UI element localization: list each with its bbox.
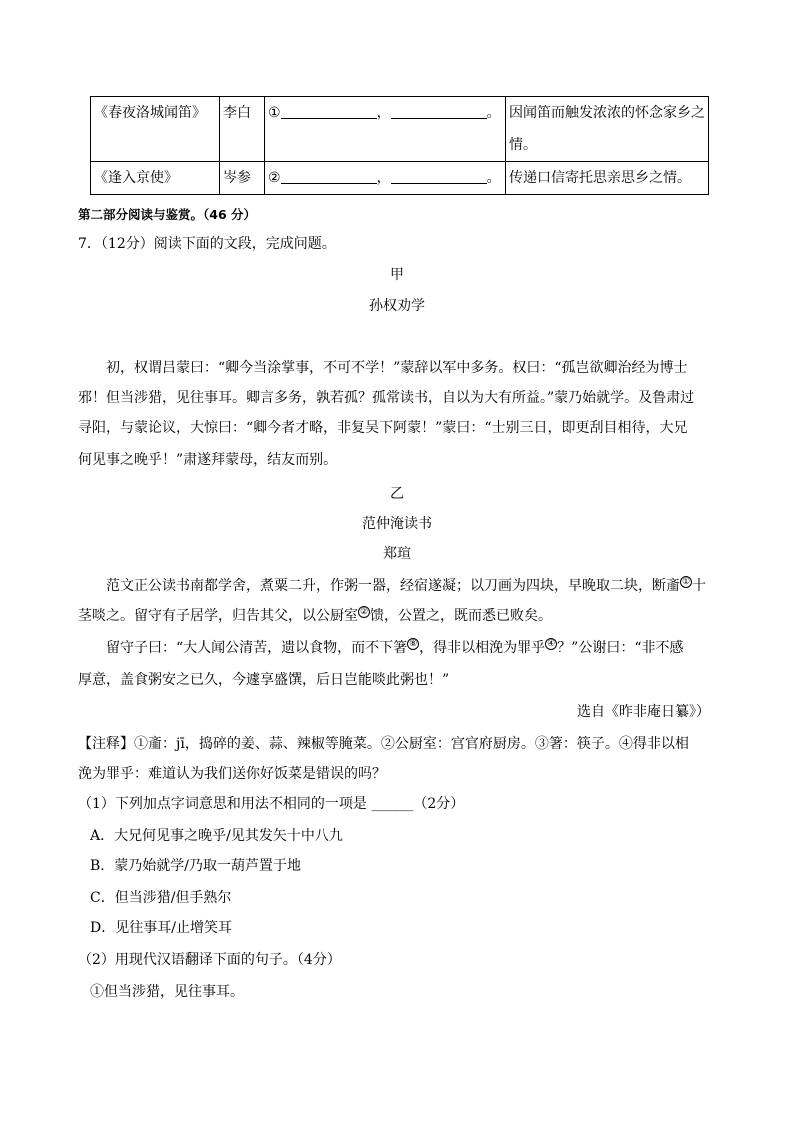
passage-text: 十 (692, 578, 706, 594)
passage-title-yi: 范仲淹读书 (362, 516, 432, 532)
passage-text: 茎啖之。留守有子居学，归告其父，以公厨室 (78, 608, 358, 624)
passage-line (106, 638, 683, 658)
section-heading: 第二部分阅读与鉴赏。（46 分） (78, 207, 256, 222)
passage-text: ？”公谢曰：“非不感 (557, 640, 684, 656)
footnote-mark: ⑧ (409, 639, 418, 649)
poem-author: 岑参 (220, 162, 265, 195)
table-row (91, 162, 709, 195)
option-b[interactable]: B．蒙乃始就学/乃取一葫芦置于地 (90, 858, 302, 874)
translate-item-1: ①但当涉猎，见往事耳。 (90, 984, 244, 1000)
passage-line: 寻阳，与蒙论议，大惊曰：“卿今者才略，非复吴下阿蒙！”蒙曰：“士别三日，即更刮目相待，大兄 (78, 420, 688, 436)
answer-blank[interactable] (281, 102, 377, 119)
passage-label-yi: 乙 (390, 486, 404, 502)
passage-line (78, 606, 552, 626)
poem-table (90, 96, 709, 195)
meaning-line: 因闻笛而触发浓浓的怀念家乡之 (509, 105, 705, 121)
option-a[interactable]: A．大兄何见事之晚乎/见其发矢十中八九 (90, 828, 343, 844)
blank-number: ② (268, 170, 281, 186)
meaning-line: 情。 (509, 137, 537, 153)
table-row (91, 97, 709, 162)
period: 。 (486, 170, 501, 186)
answer-blank[interactable] (281, 167, 377, 184)
fill-blank-cell[interactable] (265, 97, 506, 162)
passage-line: 厚意，盖食粥安之已久，今遽享盛馔，后日岂能啖此粥也！” (78, 672, 450, 688)
source-citation: 选自《昨非庵日纂》） (577, 704, 710, 720)
passage-author-yi: 郑瑄 (383, 546, 411, 562)
passage-line: 初，权谓吕蒙曰：“卿今当涂掌事，不可不学！”蒙辞以军中多务。权曰：“孤岂欲卿治经为博士 (106, 360, 688, 376)
poem-title: 《春夜洛城闻笛》 (91, 97, 220, 162)
passage-line: 何见事之晚乎！”肃遂拜蒙母，结友而别。 (78, 452, 338, 468)
poem-author: 李白 (220, 97, 265, 162)
poem-title: 《逢入京使》 (91, 162, 220, 195)
passage-text: 留守子曰：“大人闻公清苦，遗以食物，而不下箸 (106, 640, 408, 656)
period: 。 (486, 105, 501, 121)
answer-blank[interactable] (391, 167, 487, 184)
passage-text: ，得非以相浼为罪乎 (419, 640, 546, 656)
sub-question-1: （1）下列加点字词意思和用法不相同的一项是 ______（2分） (78, 796, 465, 812)
comma: ， (376, 105, 391, 121)
footnote-mark: ② (359, 607, 369, 617)
question-intro: 7．（12分）阅读下面的文段，完成问题。 (78, 236, 336, 252)
passage-text: 范文正公读书南都学舍，煮粟二升，作粥一器，经宿遂凝；以刀画为四块，早晚取二块，断齑 (106, 578, 680, 594)
option-c[interactable]: C．但当涉猎/但手熟尔 (90, 890, 232, 906)
passage-text: 馈，公置之，既而悉已败矣。 (370, 608, 552, 624)
comma: ， (376, 170, 391, 186)
answer-blank[interactable] (391, 102, 487, 119)
passage-label-jia: 甲 (390, 267, 404, 283)
notes-line: 【注释】①齑：jī，捣碎的姜、蒜、辣椒等腌菜。②公厨室：宫官府厨房。③箸：筷子。④得非以相 (78, 736, 689, 752)
sub-question-2: （2）用现代汉语翻译下面的句子。（4分） (78, 952, 341, 968)
poem-meaning (506, 97, 709, 162)
passage-line (106, 576, 706, 596)
passage-line: 邪！但当涉猎，见往事耳。卿言多务，孰若孤？孤常读书，自以为大有所益。”蒙乃始就学。及鲁肃过 (78, 390, 695, 406)
blank-number: ① (268, 105, 281, 121)
footnote-mark: ④ (547, 639, 556, 649)
notes-line: 浼为罪乎：难道认为我们送你好饭菜是错误的吗？ (78, 766, 386, 782)
footnote-mark: ① (681, 577, 691, 587)
passage-title-jia: 孙权劝学 (369, 298, 425, 314)
poem-meaning: 传递口信寄托思亲思乡之情。 (506, 162, 709, 195)
fill-blank-cell[interactable] (265, 162, 506, 195)
option-d[interactable]: D．见往事耳/止增笑耳 (90, 920, 232, 936)
